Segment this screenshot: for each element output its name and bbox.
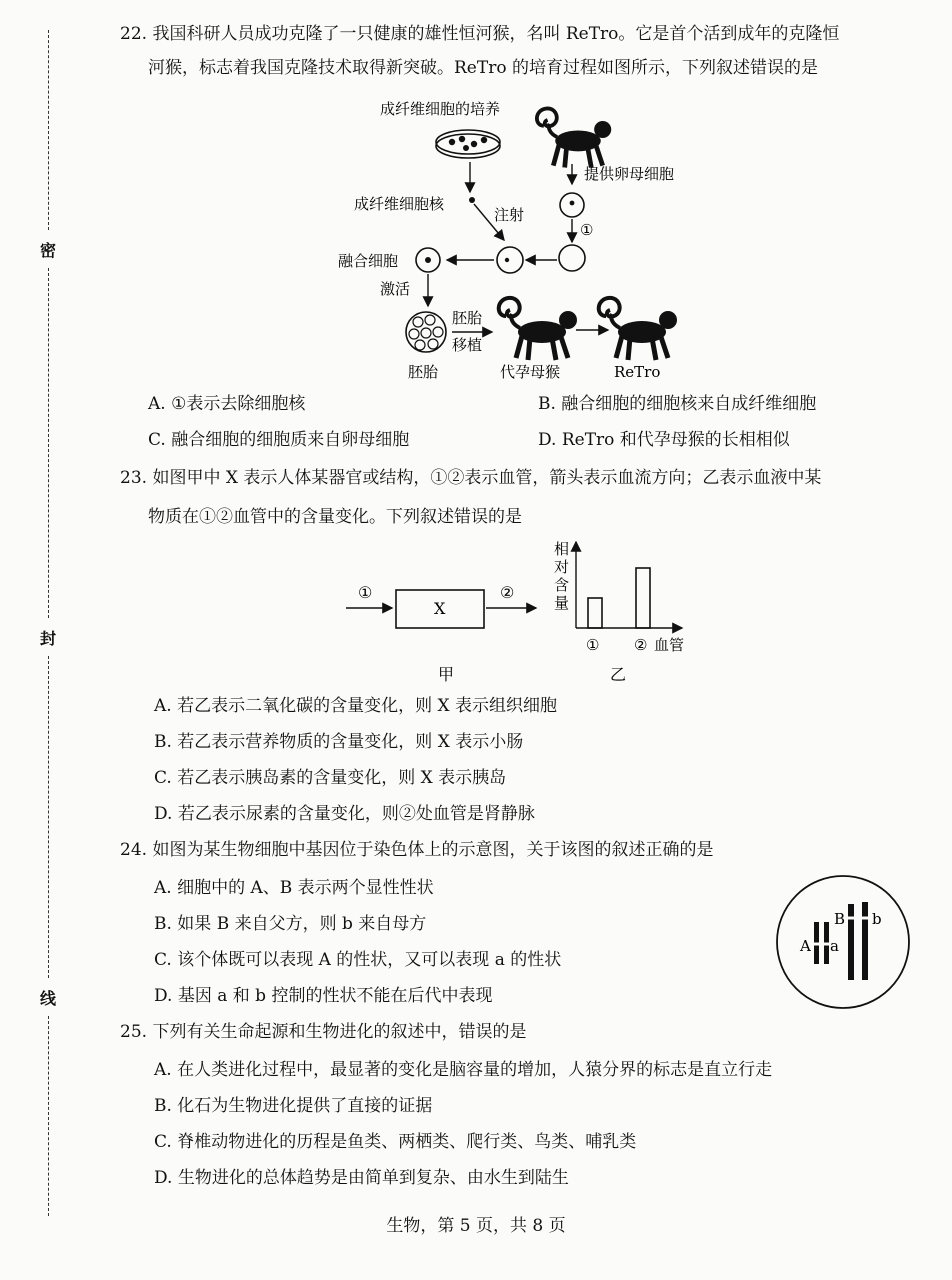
yi-ylabel-char: 含 (554, 576, 570, 594)
label-transfer2: 移植 (452, 336, 483, 354)
label-fused: 融合细胞 (338, 252, 399, 270)
q23-option-d: D. 若乙表示尿素的含量变化，则②处血管是肾静脉 (154, 804, 535, 824)
q22-stem-line2: 河猴，标志着我国克隆技术取得新突破。ReTro 的培育过程如图所示，下列叙述错误的是 (148, 58, 818, 78)
q23-stem-line1: 23. 如图甲中 X 表示人体某器官或结构，①②表示血管，箭头表示血流方向；乙表示血液中某 (120, 468, 822, 488)
culture-dish-icon (436, 130, 500, 158)
q25-option-a: A. 在人类进化过程中，最显著的变化是脑容量的增加，人猿分界的标志是直立行走 (154, 1060, 773, 1080)
gene-a-label: a (830, 937, 839, 955)
q25-option-c: C. 脊椎动物进化的历程是鱼类、两栖类、爬行类、鸟类、哺乳类 (154, 1132, 637, 1152)
label-surrogate: 代孕母猴 (500, 363, 561, 381)
yi-bar-2 (636, 568, 650, 628)
seal-char-feng: 封 (40, 629, 57, 648)
label-retro: ReTro (614, 363, 661, 381)
q23-option-b: B. 若乙表示营养物质的含量变化，则 X 表示小肠 (154, 732, 524, 752)
q25-option-b: B. 化石为生物进化提供了直接的证据 (154, 1096, 433, 1116)
chromosome (848, 904, 854, 980)
gene-B-label: B (834, 910, 846, 928)
q24-option-b: B. 如果 B 来自父方，则 b 来自母方 (154, 914, 427, 934)
q22-option-c: C. 融合细胞的细胞质来自卵母细胞 (148, 430, 410, 450)
q24-stem: 24. 如图为某生物细胞中基因位于染色体上的示意图，关于该图的叙述正确的是 (120, 840, 714, 860)
q24-option-d: D. 基因 a 和 b 控制的性状不能在后代中表现 (154, 986, 493, 1006)
q22-option-b: B. 融合细胞的细胞核来自成纤维细胞 (538, 394, 817, 414)
q23-figure-jia (340, 576, 550, 686)
label-inject: 注射 (494, 206, 525, 224)
gene-A-label: A (800, 937, 811, 955)
nucleus-dot-icon (469, 197, 475, 203)
egg-donor-monkey-icon (537, 108, 611, 167)
seal-dashed-line (48, 1016, 49, 1216)
yi-tick-1: ① (586, 636, 600, 654)
yi-caption: 乙 (610, 665, 627, 684)
q23-option-a: A. 若乙表示二氧化碳的含量变化，则 X 表示组织细胞 (154, 696, 557, 716)
page-footer: 生物，第 5 页，共 8 页 (386, 1216, 566, 1236)
yi-xlabel: 血管 (654, 636, 685, 654)
gene-b-label: b (872, 910, 882, 928)
q23-stem-line2: 物质在①②血管中的含量变化。下列叙述错误的是 (148, 507, 522, 527)
cell-circle (777, 876, 909, 1008)
q22-cloning-diagram (300, 92, 720, 392)
seal-char-xian: 线 (40, 989, 57, 1008)
seal-dashed-line (48, 268, 49, 618)
q24-chromosome-diagram (770, 874, 920, 1014)
yi-ylabel-char: 量 (554, 594, 570, 612)
q24-option-c: C. 该个体既可以表现 A 的性状，又可以表现 a 的性状 (154, 950, 562, 970)
label-egg: 提供卵母细胞 (584, 165, 675, 183)
yi-ylabel-char: 对 (554, 558, 570, 576)
label-activate: 激活 (380, 280, 411, 298)
jia-vessel-in: ① (358, 583, 373, 602)
q22-option-a: A. ①表示去除细胞核 (148, 394, 306, 414)
jia-organ-label: X (434, 599, 446, 618)
q23-option-c: C. 若乙表示胰岛素的含量变化，则 X 表示胰岛 (154, 768, 507, 788)
seal-char-mi: 密 (40, 241, 57, 260)
seal-dashed-line (48, 30, 49, 230)
yi-ylabel-char: 相 (554, 540, 570, 558)
surrogate-monkey-icon (499, 298, 577, 360)
yi-bar-1 (588, 598, 602, 628)
q24-option-a: A. 细胞中的 A、B 表示两个显性性状 (154, 878, 434, 898)
q25-stem: 25. 下列有关生命起源和生物进化的叙述中，错误的是 (120, 1022, 527, 1042)
q22-option-d: D. ReTro 和代孕母猴的长相相似 (538, 430, 790, 450)
jia-caption: 甲 (438, 665, 455, 684)
label-embryo: 胚胎 (408, 363, 439, 381)
q25-option-d: D. 生物进化的总体趋势是由简单到复杂、由水生到陆生 (154, 1168, 569, 1188)
embryo-icon (406, 312, 446, 352)
seal-dashed-line (48, 656, 49, 978)
enucleated-egg-icon (559, 245, 585, 271)
label-transfer1: 胚胎 (452, 309, 483, 327)
retro-monkey-icon (599, 298, 677, 360)
recipient-cell-icon (497, 247, 523, 273)
yi-tick-2: ② (634, 636, 648, 654)
label-nucleus: 成纤维细胞核 (354, 195, 445, 213)
q22-stem-line1: 22. 我国科研人员成功克隆了一只健康的雄性恒河猴，名叫 ReTro。它是首个活到成年的克隆恒 (120, 24, 840, 44)
chromosome (862, 902, 868, 980)
q23-figure-yi (548, 536, 708, 686)
label-step1: ① (580, 221, 594, 239)
label-culture: 成纤维细胞的培养 (380, 100, 501, 118)
jia-vessel-out: ② (500, 583, 515, 602)
